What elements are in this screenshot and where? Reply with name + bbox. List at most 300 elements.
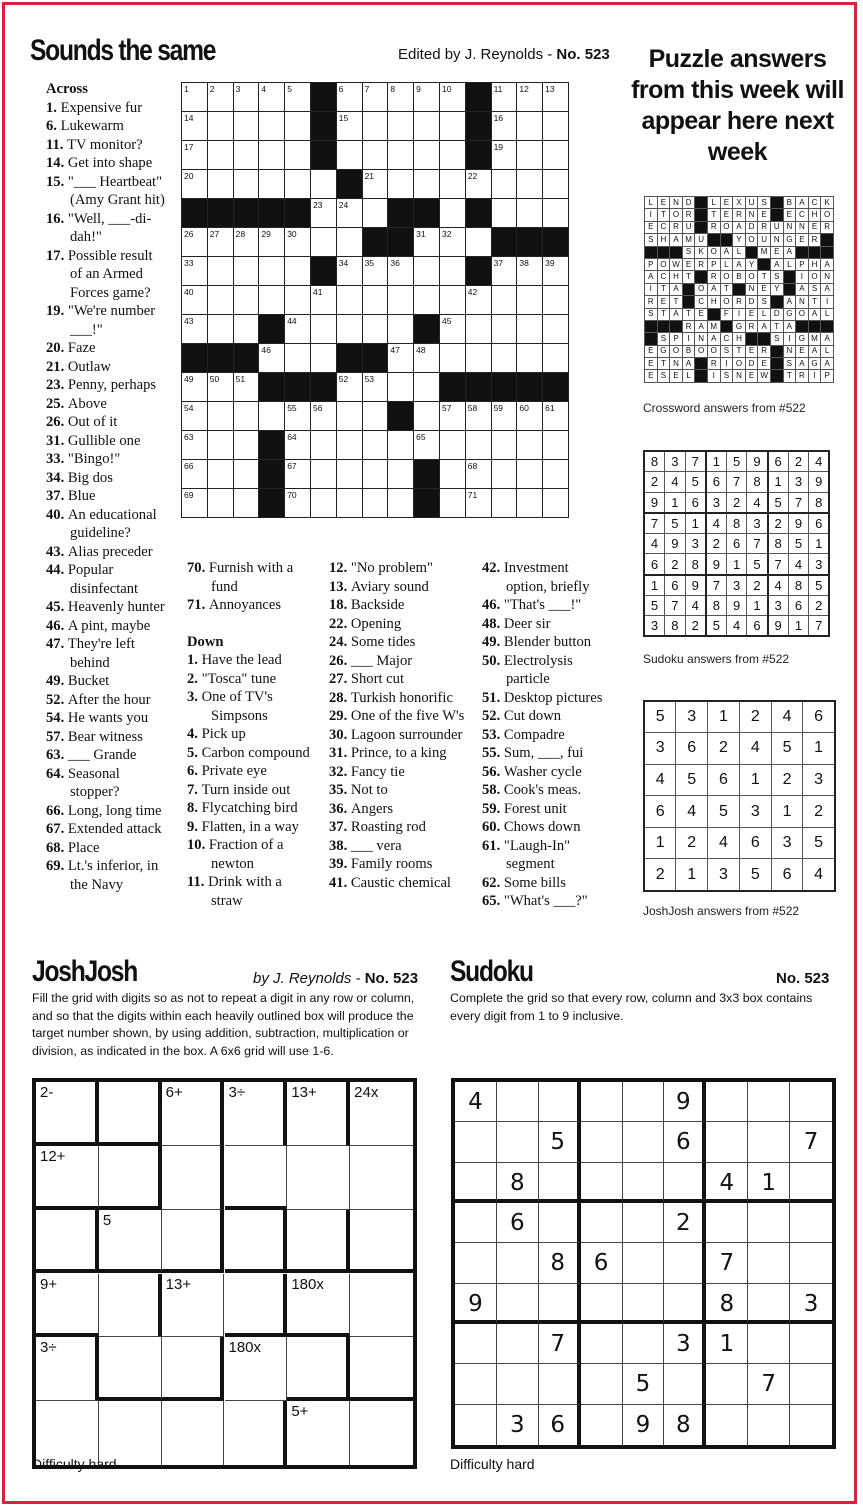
crossword-cell[interactable] [362,373,388,402]
crossword-cell[interactable] [336,286,362,315]
joshjosh-cell[interactable] [99,1146,162,1210]
sudoku-cell[interactable] [748,1082,790,1122]
crossword-cell[interactable] [336,112,362,141]
crossword-cell[interactable] [259,315,285,344]
joshjosh-cell[interactable] [36,1146,99,1210]
crossword-cell[interactable] [207,112,233,141]
crossword-cell[interactable] [362,489,388,518]
sudoku-cell[interactable] [455,1405,497,1445]
crossword-cell[interactable] [259,489,285,518]
crossword-cell[interactable] [310,83,336,112]
crossword-cell[interactable] [336,141,362,170]
crossword-cell[interactable] [207,402,233,431]
sudoku-cell[interactable] [497,1324,539,1364]
crossword-cell[interactable] [543,83,569,112]
crossword-cell[interactable] [285,315,311,344]
sudoku-cell[interactable]: 5 [623,1364,665,1404]
sudoku-cell[interactable] [581,1364,623,1404]
crossword-cell[interactable] [259,83,285,112]
crossword-cell[interactable] [233,373,259,402]
sudoku-cell[interactable]: 7 [748,1364,790,1404]
crossword-cell[interactable] [259,199,285,228]
crossword-cell[interactable] [336,199,362,228]
crossword-cell[interactable] [414,228,440,257]
crossword-cell[interactable] [207,460,233,489]
crossword-cell[interactable] [491,373,517,402]
crossword-cell[interactable] [182,402,208,431]
crossword-cell[interactable] [439,489,465,518]
sudoku-cell[interactable]: 8 [497,1163,539,1203]
crossword-cell[interactable] [362,344,388,373]
crossword-cell[interactable] [465,257,491,286]
joshjosh-cell[interactable] [287,1082,350,1146]
crossword-cell[interactable] [259,460,285,489]
crossword-cell[interactable] [207,286,233,315]
crossword-cell[interactable] [439,373,465,402]
crossword-cell[interactable] [414,170,440,199]
sudoku-cell[interactable]: 3 [664,1324,706,1364]
sudoku-cell[interactable]: 4 [706,1163,748,1203]
crossword-cell[interactable] [439,83,465,112]
crossword-cell[interactable] [517,199,543,228]
crossword-cell[interactable] [491,344,517,373]
crossword-cell[interactable] [465,373,491,402]
sudoku-cell[interactable] [748,1243,790,1283]
crossword-cell[interactable] [465,228,491,257]
crossword-cell[interactable] [465,141,491,170]
crossword-cell[interactable] [207,344,233,373]
crossword-cell[interactable] [439,402,465,431]
crossword-cell[interactable] [465,83,491,112]
joshjosh-cell[interactable] [36,1082,99,1146]
crossword-cell[interactable] [182,112,208,141]
joshjosh-cell[interactable] [162,1082,225,1146]
joshjosh-cell[interactable] [99,1337,162,1401]
crossword-cell[interactable] [517,170,543,199]
crossword-cell[interactable] [285,112,311,141]
crossword-cell[interactable] [310,286,336,315]
crossword-cell[interactable] [543,344,569,373]
crossword-cell[interactable] [362,431,388,460]
crossword-cell[interactable] [362,199,388,228]
crossword-cell[interactable] [543,199,569,228]
sudoku-cell[interactable]: 6 [539,1405,581,1445]
crossword-cell[interactable] [517,344,543,373]
crossword-cell[interactable] [259,170,285,199]
crossword-cell[interactable] [285,141,311,170]
crossword-cell[interactable] [285,402,311,431]
crossword-cell[interactable] [207,141,233,170]
joshjosh-cell[interactable] [350,1274,413,1338]
crossword-cell[interactable] [336,431,362,460]
crossword-cell[interactable] [310,315,336,344]
crossword-cell[interactable] [259,402,285,431]
joshjosh-cell[interactable] [350,1210,413,1274]
sudoku-cell[interactable] [748,1284,790,1324]
sudoku-cell[interactable] [623,1243,665,1283]
crossword-cell[interactable] [414,315,440,344]
crossword-cell[interactable] [543,141,569,170]
sudoku-cell[interactable] [790,1405,832,1445]
joshjosh-cell[interactable] [162,1337,225,1401]
crossword-cell[interactable] [310,373,336,402]
sudoku-cell[interactable] [581,1405,623,1445]
crossword-cell[interactable] [233,170,259,199]
joshjosh-cell[interactable] [287,1210,350,1274]
crossword-cell[interactable] [465,199,491,228]
crossword-cell[interactable] [465,286,491,315]
crossword-cell[interactable] [543,170,569,199]
sudoku-cell[interactable]: 9 [455,1284,497,1324]
crossword-cell[interactable] [517,228,543,257]
crossword-cell[interactable] [543,112,569,141]
crossword-cell[interactable] [233,112,259,141]
sudoku-cell[interactable] [455,1243,497,1283]
crossword-cell[interactable] [233,257,259,286]
crossword-cell[interactable] [285,286,311,315]
crossword-cell[interactable] [543,286,569,315]
crossword-cell[interactable] [233,141,259,170]
crossword-cell[interactable] [414,431,440,460]
crossword-cell[interactable] [465,112,491,141]
crossword-cell[interactable] [491,315,517,344]
sudoku-cell[interactable] [539,1203,581,1243]
sudoku-cell[interactable]: 7 [706,1243,748,1283]
crossword-cell[interactable] [310,402,336,431]
crossword-cell[interactable] [336,489,362,518]
sudoku-cell[interactable] [706,1405,748,1445]
crossword-cell[interactable] [336,373,362,402]
crossword-cell[interactable] [388,83,414,112]
sudoku-cell[interactable]: 8 [664,1405,706,1445]
crossword-cell[interactable] [182,83,208,112]
crossword-cell[interactable] [336,83,362,112]
crossword-cell[interactable] [491,228,517,257]
sudoku-cell[interactable] [539,1082,581,1122]
sudoku-cell[interactable] [790,1163,832,1203]
sudoku-cell[interactable]: 6 [497,1203,539,1243]
crossword-cell[interactable] [517,489,543,518]
crossword-cell[interactable] [491,286,517,315]
crossword-cell[interactable] [517,257,543,286]
crossword-cell[interactable] [517,83,543,112]
crossword-cell[interactable] [233,315,259,344]
crossword-cell[interactable] [285,431,311,460]
crossword-cell[interactable] [285,489,311,518]
sudoku-cell[interactable] [706,1203,748,1243]
crossword-cell[interactable] [336,460,362,489]
sudoku-cell[interactable] [497,1082,539,1122]
crossword-cell[interactable] [388,431,414,460]
sudoku-cell[interactable]: 5 [539,1122,581,1162]
crossword-cell[interactable] [362,228,388,257]
crossword-cell[interactable] [336,228,362,257]
crossword-cell[interactable] [310,112,336,141]
sudoku-cell[interactable]: 1 [748,1163,790,1203]
crossword-cell[interactable] [543,228,569,257]
crossword-cell[interactable] [182,170,208,199]
sudoku-cell[interactable] [581,1284,623,1324]
crossword-cell[interactable] [207,489,233,518]
crossword-cell[interactable] [465,170,491,199]
crossword-cell[interactable] [414,286,440,315]
sudoku-cell[interactable] [497,1122,539,1162]
crossword-cell[interactable] [414,402,440,431]
crossword-cell[interactable] [439,228,465,257]
joshjosh-cell[interactable] [225,1210,288,1274]
crossword-cell[interactable] [388,112,414,141]
sudoku-cell[interactable] [790,1324,832,1364]
sudoku-cell[interactable] [497,1364,539,1404]
crossword-cell[interactable] [465,402,491,431]
joshjosh-cell[interactable] [162,1401,225,1465]
sudoku-cell[interactable] [497,1284,539,1324]
crossword-cell[interactable] [182,228,208,257]
crossword-cell[interactable] [414,344,440,373]
crossword-cell[interactable] [285,170,311,199]
crossword-cell[interactable] [465,315,491,344]
sudoku-cell[interactable]: 7 [790,1122,832,1162]
crossword-cell[interactable] [310,257,336,286]
crossword-cell[interactable] [182,141,208,170]
crossword-cell[interactable] [259,431,285,460]
sudoku-cell[interactable] [497,1243,539,1283]
crossword-cell[interactable] [414,141,440,170]
sudoku-cell[interactable] [623,1203,665,1243]
crossword-cell[interactable] [207,170,233,199]
crossword-cell[interactable] [439,315,465,344]
crossword-cell[interactable] [517,286,543,315]
sudoku-cell[interactable] [539,1163,581,1203]
crossword-cell[interactable] [491,141,517,170]
crossword-cell[interactable] [233,199,259,228]
crossword-cell[interactable] [491,402,517,431]
crossword-cell[interactable] [362,315,388,344]
crossword-cell[interactable] [310,344,336,373]
crossword-cell[interactable] [182,431,208,460]
crossword-cell[interactable] [439,431,465,460]
sudoku-cell[interactable]: 9 [623,1405,665,1445]
crossword-cell[interactable] [439,199,465,228]
crossword-cell[interactable] [310,431,336,460]
crossword-cell[interactable] [491,83,517,112]
crossword-cell[interactable] [439,286,465,315]
joshjosh-cell[interactable] [162,1210,225,1274]
crossword-cell[interactable] [388,315,414,344]
sudoku-cell[interactable] [790,1203,832,1243]
sudoku-cell[interactable] [455,1163,497,1203]
sudoku-cell[interactable]: 6 [664,1122,706,1162]
crossword-cell[interactable] [182,286,208,315]
sudoku-cell[interactable] [581,1122,623,1162]
crossword-cell[interactable] [543,460,569,489]
sudoku-cell[interactable]: 6 [581,1243,623,1283]
crossword-cell[interactable] [336,402,362,431]
sudoku-cell[interactable] [623,1163,665,1203]
sudoku-cell[interactable] [664,1243,706,1283]
crossword-cell[interactable] [233,344,259,373]
sudoku-cell[interactable] [455,1203,497,1243]
sudoku-cell[interactable]: 3 [497,1405,539,1445]
sudoku-cell[interactable] [455,1324,497,1364]
sudoku-cell[interactable]: 1 [706,1324,748,1364]
crossword-cell[interactable] [259,112,285,141]
sudoku-cell[interactable] [455,1122,497,1162]
crossword-cell[interactable] [465,489,491,518]
crossword-cell[interactable] [207,83,233,112]
crossword-cell[interactable] [285,83,311,112]
crossword-cell[interactable] [182,460,208,489]
crossword-cell[interactable] [233,228,259,257]
sudoku-cell[interactable] [623,1122,665,1162]
crossword-cell[interactable] [182,257,208,286]
crossword-cell[interactable] [233,402,259,431]
crossword-cell[interactable] [388,489,414,518]
crossword-cell[interactable] [362,112,388,141]
crossword-cell[interactable] [259,344,285,373]
crossword-cell[interactable] [285,460,311,489]
sudoku-cell[interactable] [790,1364,832,1404]
crossword-cell[interactable] [543,402,569,431]
crossword-cell[interactable] [388,170,414,199]
crossword-cell[interactable] [285,344,311,373]
sudoku-cell[interactable]: 4 [455,1082,497,1122]
crossword-cell[interactable] [439,112,465,141]
crossword-cell[interactable] [259,257,285,286]
crossword-cell[interactable] [233,83,259,112]
sudoku-cell[interactable] [706,1082,748,1122]
joshjosh-cell[interactable] [350,1401,413,1465]
crossword-cell[interactable] [362,141,388,170]
crossword-cell[interactable] [491,431,517,460]
crossword-cell[interactable] [491,257,517,286]
crossword-cell[interactable] [310,170,336,199]
sudoku-cell[interactable] [581,1163,623,1203]
sudoku-cell[interactable]: 2 [664,1203,706,1243]
joshjosh-cell[interactable] [287,1401,350,1465]
crossword-cell[interactable] [517,402,543,431]
crossword-cell[interactable] [414,373,440,402]
crossword-cell[interactable] [439,460,465,489]
crossword-cell[interactable] [182,344,208,373]
sudoku-cell[interactable]: 8 [706,1284,748,1324]
crossword-cell[interactable] [439,170,465,199]
crossword-cell[interactable] [543,431,569,460]
joshjosh-cell[interactable] [36,1210,99,1274]
crossword-cell[interactable] [388,344,414,373]
joshjosh-cell[interactable] [99,1274,162,1338]
crossword-cell[interactable] [285,373,311,402]
crossword-cell[interactable] [388,257,414,286]
sudoku-cell[interactable] [664,1284,706,1324]
sudoku-cell[interactable]: 7 [539,1324,581,1364]
crossword-cell[interactable] [336,344,362,373]
joshjosh-cell[interactable] [99,1210,162,1274]
sudoku-cell[interactable] [664,1163,706,1203]
joshjosh-cell[interactable] [225,1082,288,1146]
crossword-cell[interactable] [465,460,491,489]
crossword-cell[interactable] [388,460,414,489]
crossword-cell[interactable] [491,112,517,141]
crossword-cell[interactable] [362,286,388,315]
crossword-cell[interactable] [207,373,233,402]
crossword-cell[interactable] [414,489,440,518]
crossword-cell[interactable] [182,315,208,344]
crossword-cell[interactable] [285,228,311,257]
crossword-cell[interactable] [207,228,233,257]
joshjosh-cell[interactable] [162,1146,225,1210]
crossword-cell[interactable] [517,373,543,402]
crossword-cell[interactable] [362,170,388,199]
joshjosh-cell[interactable] [225,1401,288,1465]
crossword-cell[interactable] [336,315,362,344]
sudoku-cell[interactable] [664,1364,706,1404]
joshjosh-cell[interactable] [162,1274,225,1338]
joshjosh-cell[interactable] [36,1337,99,1401]
sudoku-cell[interactable] [748,1405,790,1445]
crossword-cell[interactable] [259,373,285,402]
crossword-cell[interactable] [310,228,336,257]
sudoku-cell[interactable]: 3 [790,1284,832,1324]
crossword-cell[interactable] [259,141,285,170]
sudoku-cell[interactable] [623,1324,665,1364]
crossword-cell[interactable] [310,141,336,170]
joshjosh-cell[interactable] [225,1337,288,1401]
crossword-cell[interactable] [388,373,414,402]
crossword-cell[interactable] [439,141,465,170]
joshjosh-cell[interactable] [350,1082,413,1146]
crossword-cell[interactable] [310,460,336,489]
joshjosh-cell[interactable] [350,1337,413,1401]
crossword-cell[interactable] [310,489,336,518]
crossword-cell[interactable] [182,489,208,518]
crossword-cell[interactable] [491,460,517,489]
crossword-cell[interactable] [388,141,414,170]
crossword-cell[interactable] [336,170,362,199]
sudoku-cell[interactable] [790,1082,832,1122]
crossword-cell[interactable] [207,431,233,460]
sudoku-cell[interactable] [581,1203,623,1243]
joshjosh-cell[interactable] [287,1274,350,1338]
sudoku-cell[interactable] [706,1122,748,1162]
sudoku-cell[interactable] [706,1364,748,1404]
sudoku-cell[interactable] [623,1082,665,1122]
sudoku-cell[interactable] [790,1243,832,1283]
crossword-cell[interactable] [362,460,388,489]
joshjosh-cell[interactable] [287,1146,350,1210]
crossword-cell[interactable] [465,344,491,373]
joshjosh-cell[interactable] [99,1082,162,1146]
crossword-cell[interactable] [233,489,259,518]
crossword-cell[interactable] [336,257,362,286]
crossword-cell[interactable] [182,373,208,402]
crossword-cell[interactable] [414,83,440,112]
crossword-cell[interactable] [491,489,517,518]
crossword-cell[interactable] [233,286,259,315]
crossword-cell[interactable] [543,257,569,286]
sudoku-cell[interactable] [539,1364,581,1404]
crossword-cell[interactable] [362,83,388,112]
crossword-cell[interactable] [233,460,259,489]
crossword-cell[interactable] [414,257,440,286]
sudoku-cell[interactable] [539,1284,581,1324]
sudoku-cell[interactable] [748,1324,790,1364]
crossword-cell[interactable] [207,199,233,228]
crossword-cell[interactable] [543,373,569,402]
joshjosh-cell[interactable] [287,1337,350,1401]
joshjosh-cell[interactable] [225,1274,288,1338]
crossword-cell[interactable] [310,199,336,228]
